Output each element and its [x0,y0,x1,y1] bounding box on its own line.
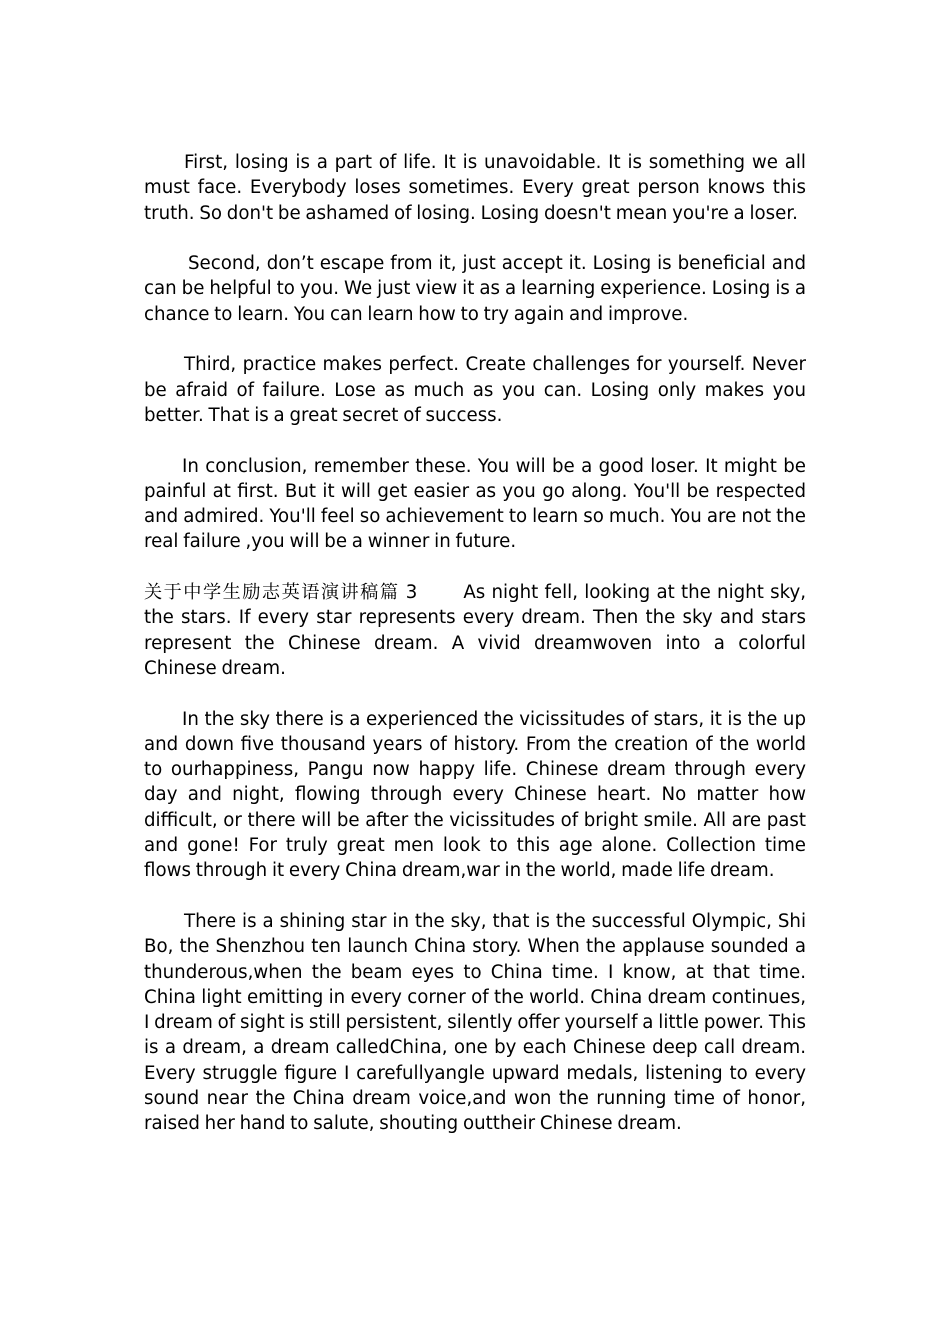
section-heading: 关于中学生励志英语演讲稿篇 3 [144,582,418,604]
paragraph-shining-star: There is a shining star in the sky, that is the successful Olympic, Shi Bo, the Shenzhou ten launch China story. When the applause sounded a thunderous,when the beam eyes to China time. I know, at that time. China light emitting in every corner of the world. China dream continues, I dream of sight is still persistent, silently offer yourself a little power. This is a dream, a dream calledChina, one by each Chinese deep call dream. Every struggle figure I carefullyangle upward medals, listening to every sound near the China dream voice,and won the running time of honor, raised her hand to salute, shouting outtheir Chinese dream. [144,910,811,1135]
paragraph-accept-losing: Second, don’t escape from it, just accept it. Losing is beneficial and can be helpful to you. We just view it as a learning experience. Losing is a chance to learn. You can learn how to try again and improve. [144,253,811,325]
section-3-intro-text: As night fell, looking at the night sky, the stars. If every star represents every dream. Then the sky and stars represent the Chinese dream. A vivid dreamwoven into a colorful Chinese dream. [144,582,811,679]
document-body [144,150,811,1137]
paragraph-section-3-intro [144,580,811,681]
paragraph-conclusion: In conclusion, remember these. You will be a good loser. It might be painful at first. But it will get easier as you go along. You'll be respected and admired. You'll feel so achievement to learn so much. You are not the real failure ,you will be a winner in future. [144,455,811,553]
paragraph-vicissitudes-of-stars: In the sky there is a experienced the vicissitudes of stars, it is the up and down five thousand years of history. From the creation of the world to ourhappiness, Pangu now happy life. Chinese dream through every day and night, flowing through every Chinese heart. No matter how difficult, or there will be after the vicissitudes of bright smile. All are past and gone! For truly great men look to this age alone. Collection time flows through it every China dream,war in the world, made life dream. [144,708,811,882]
paragraph-practice-makes-perfect: Third, practice makes perfect. Create challenges for yourself. Never be afraid of failure. Lose as much as you can. Losing only makes you better. That is a great secret of success. [144,354,811,426]
paragraph-losing-part-of-life: First, losing is a part of life. It is unavoidable. It is something we all must face. Everybody loses sometimes. Every great person knows this truth. So don't be ashamed of losing. Losing doesn't mean you're a loser. [144,152,811,224]
